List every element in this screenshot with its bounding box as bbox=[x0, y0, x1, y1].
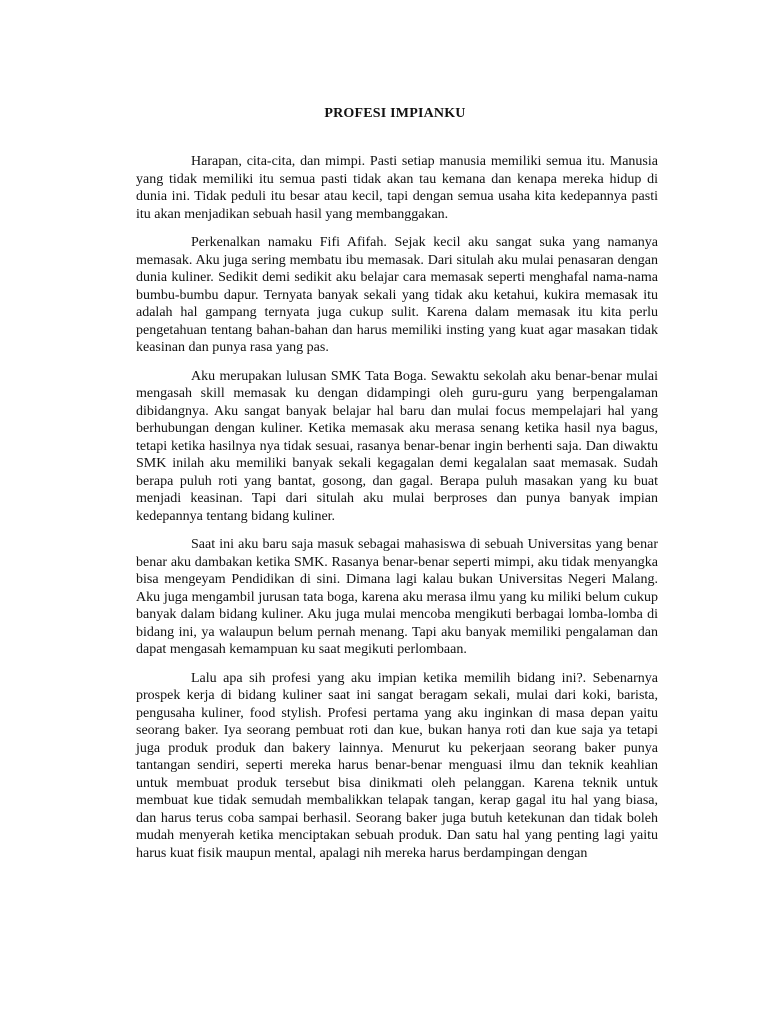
paragraph-3: Aku merupakan lulusan SMK Tata Boga. Sewaktu sekolah aku benar-benar mulai mengasah skill memasak ku dengan didampingi oleh guru-guru yang berpengalaman dibidangnya. Aku sangat banyak belajar hal baru dan mulai focus mempelajari hal yang berhubungan dengan kuliner. Ketika memasak aku merasa senang ketika hasil nya bagus, tetapi ketika hasilnya nya tidak sesuai, rasanya benar-benar ingin berhenti saja. Dan diwaktu SMK inilah aku memiliki banyak sekali kegagalan demi kegalalan saat memasak. Sudah berapa puluh roti yang bantat, gosong, dan gagal. Berapa puluh masakan yang ku buat menjadi keasinan. Tapi dari situlah aku mulai berproses dan punya banyak impian kedepannya tentang bidang kuliner. bbox=[136, 368, 658, 524]
paragraph-1: Harapan, cita-cita, dan mimpi. Pasti setiap manusia memiliki semua itu. Manusia yang tidak memiliki itu semua pasti tidak akan tau kemana dan kenapa mereka hidup di dunia ini. Tidak peduli itu besar atau kecil, tapi dengan semua usaha kita kedepannya pasti itu akan menjadikan sebuah hasil yang membanggakan. bbox=[136, 154, 658, 222]
document-body bbox=[136, 153, 658, 873]
document-title: PROFESI IMPIANKU bbox=[324, 106, 466, 121]
paragraph-5: Lalu apa sih profesi yang aku impian ketika memilih bidang ini?. Sebenarnya prospek kerja di bidang kuliner saat ini sangat beragam sekali, mulai dari koki, barista, pengusaha kuliner, food stylish. Profesi pertama yang aku inginkan di masa depan yaitu seorang baker. Iya seorang pembuat roti dan kue, bukan hanya roti dan kue saja ya tetapi juga produk produk dan bakery lainnya. Menurut ku pekerjaan seorang baker punya tantangan sendiri, seperti mereka harus benar-benar menguasi ilmu dan teknik keahlian untuk membuat produk tersebut bisa dinikmati oleh pelanggan. Karena teknik untuk membuat kue tidak semudah membalikkan telapak tangan, kerap gagal itu hal yang biasa, dan harus terus coba sampai berhasil. Seorang baker juga butuh ketekunan dan tidak boleh mudah menyerah ketika menciptakan sebuah produk. Dan satu hal yang penting lagi yaitu harus kuat fisik maupun mental, apalagi nih mereka harus berdampingan dengan bbox=[136, 670, 658, 861]
paragraph-2: Perkenalkan namaku Fifi Afifah. Sejak kecil aku sangat suka yang namanya memasak. Aku juga sering membatu ibu memasak. Dari situlah aku mulai penasaran dengan dunia kuliner. Sedikit demi sedikit aku belajar cara memasak seperti menghafal nama-nama bumbu-bumbu dapur. Ternyata banyak sekali yang tidak aku ketahui, kukira memasak itu adalah hal gampang ternyata juga cukup sulit. Karena dalam memasak itu kita perlu pengetahuan tentang bahan-bahan dan harus memiliki insting yang kuat agar masakan tidak keasinan dan punya rasa yang pas. bbox=[136, 235, 658, 355]
paragraph-4: Saat ini aku baru saja masuk sebagai mahasiswa di sebuah Universitas yang benar benar aku dambakan ketika SMK. Rasanya benar-benar seperti mimpi, aku tidak menyangka bisa mengeyam Pendidikan di sini. Dimana lagi kalau bukan Universitas Negeri Malang. Aku juga mengambil jurusan tata boga, karena aku merasa ilmu yang ku miliki belum cukup banyak dalam bidang kuliner. Aku juga mulai mencoba mengikuti berbagai lomba-lomba di bidang ini, ya walaupun belum pernah menang. Tapi aku banyak memiliki pengalaman dan dapat mengasah kemampuan ku saat megikuti perlombaan. bbox=[136, 537, 658, 657]
